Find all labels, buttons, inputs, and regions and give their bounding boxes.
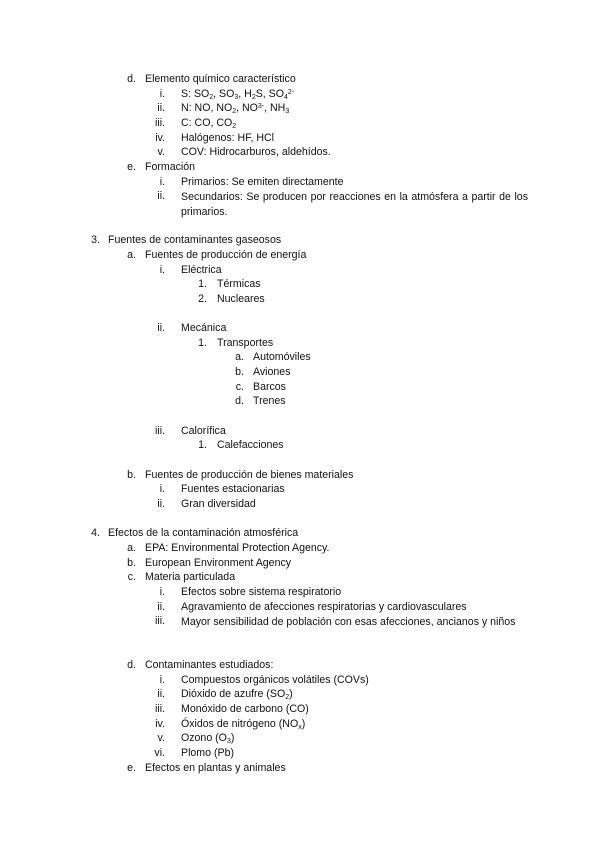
list-marker: v. [157,146,165,158]
list-item-text: Compuestos orgánicos volátiles (COVs) [181,674,369,686]
list-item-text: Eléctrica [181,264,222,276]
list-item-text: Mecánica [181,322,227,334]
list-marker: a. [235,351,244,363]
list-marker: 1. [198,439,207,451]
list-marker: 4. [91,527,100,539]
list-item-text: Monóxido de carbono (CO) [181,703,309,715]
list-marker: 1. [198,278,207,290]
list-marker: iv. [155,132,165,144]
list-item-text: Calorífica [181,425,226,437]
list-marker: iv. [155,718,165,730]
list-item-text: Dióxido de azufre $(SO_2)$ [181,688,293,701]
list-marker: iii. [154,425,165,437]
list-marker: c. [127,571,136,583]
list-item-text: Gran diversidad [181,498,256,510]
list-marker: ii. [157,102,165,114]
list-item-text: Primarios: Se emiten directamente [181,176,344,188]
list-marker: ii. [157,322,165,334]
formula-nitrogen: N: NO, $NO_2$, $NO^{3-}$, $NH_3$ [181,102,290,115]
list-item-text: Formación [145,161,196,173]
list-marker: iii. [154,615,165,627]
list-marker: i. [159,586,165,598]
list-marker: b. [127,557,136,569]
list-marker: v. [157,732,165,744]
list-item-text: Efectos sobre sistema respiratorio [181,586,342,598]
list-item-text: Fuentes estacionarias [181,483,285,495]
list-item-text: Ozono $(O_3)$ [181,732,235,745]
list-item-text: Agravamiento de afecciones respiratorias y cardiovasculares [181,601,467,613]
list-item-text: Nucleares [217,293,265,305]
list-marker: i. [159,264,165,276]
list-marker: b. [127,469,136,481]
formula-sulfur: S: $SO_2$, $SO_3$, $H_2S$, $SO_4^{2-}$ [181,88,295,101]
list-item-text: Barcos [253,381,286,393]
list-item-text: Plomo (Pb) [181,747,234,759]
list-marker: a. [127,542,136,554]
list-marker: vi. [154,747,165,759]
list-marker: c. [235,381,244,393]
list-item-text: Fuentes de producción de bienes materiales [145,469,354,481]
list-item-text: Efectos en plantas y animales [145,762,286,774]
list-marker: ii. [157,498,165,510]
list-marker: 2. [198,293,207,305]
list-item-text: Materia particulada [145,571,236,583]
list-item-text: Halógenos: HF, HCl [181,132,275,144]
list-item-text: Fuentes de producción de energía [145,249,307,261]
list-item-text: Óxidos de nitrógeno $(NO_x)$ [181,718,306,731]
list-item-text: Transportes [217,337,274,349]
list-marker: e. [127,762,136,774]
list-marker: d. [235,395,244,407]
list-marker: 1. [198,337,207,349]
list-item-text: Mayor sensibilidad de población con esas afecciones, ancianos y niños [181,616,516,628]
section-heading: Efectos de la contaminación atmosférica [108,527,299,539]
section-heading: Fuentes de contaminantes gaseosos [108,234,282,246]
list-marker: a. [127,249,136,261]
list-item-text: EPA: Environmental Protection Agency. [145,542,330,554]
list-marker: d. [127,73,136,85]
list-item-text: Elemento químico característico [145,73,296,85]
list-marker: d. [127,659,136,671]
list-marker: i. [159,674,165,686]
list-item-text: European Environment Agency [145,557,292,569]
list-marker: iii. [154,117,165,129]
formula-carbon: C: CO, $CO_2$ [181,117,237,130]
list-item-text: Automóviles [253,351,311,363]
list-marker: ii. [157,688,165,700]
list-marker: i. [159,176,165,188]
list-marker: 3. [91,234,100,246]
list-marker: i. [159,483,165,495]
list-item-text: Secundarios: Se producen por reacciones en la atmósfera a partir de los primarios. [181,191,528,218]
list-item-text: Térmicas [217,278,261,290]
list-item-text: COV: Hidrocarburos, aldehídos. [181,146,331,158]
list-marker: iii. [154,703,165,715]
list-item-text: Trenes [253,395,286,407]
list-marker: ii. [157,601,165,613]
list-item-text: Calefacciones [217,439,284,451]
list-item-text: Contaminantes estudiados: [145,659,274,671]
list-marker: i. [159,88,165,100]
list-marker: b. [235,366,244,378]
list-item-text: Aviones [253,366,291,378]
list-marker: ii. [157,190,165,202]
list-marker: e. [127,161,136,173]
